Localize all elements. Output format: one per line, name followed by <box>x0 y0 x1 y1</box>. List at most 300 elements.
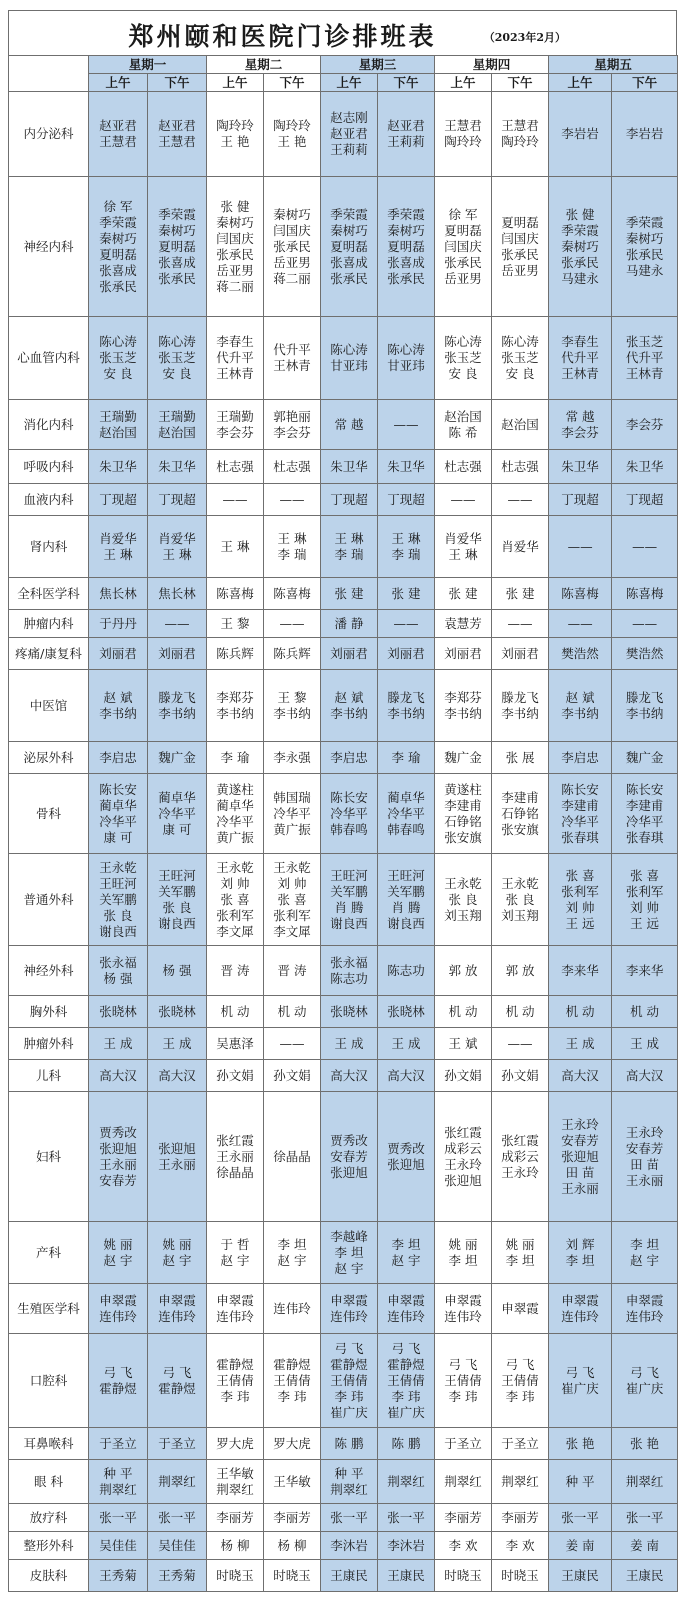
doctor-cell: 王 成 <box>148 1028 207 1060</box>
table-row <box>9 1334 678 1428</box>
doctor-cell: 杜志强 <box>264 450 321 484</box>
doctor-cell: 蔺卓华 冷华平 韩春鸣 <box>378 774 435 854</box>
doctor-cell: 弓 飞 崔广庆 <box>612 1334 678 1428</box>
doctor-cell: 吴佳佳 <box>148 1532 207 1560</box>
doctor-cell: 王康民 <box>612 1560 678 1592</box>
doctor-cell: —— <box>549 516 612 578</box>
doctor-cell: 申翠霞 <box>492 1284 549 1334</box>
page-subtitle: （2023年2月） <box>483 31 566 44</box>
doctor-cell: 高大汉 <box>321 1060 378 1092</box>
doctor-cell: 王永乾 张 良 刘玉翔 <box>435 854 492 946</box>
doctor-cell: 徐 军 季荣霞 秦树巧 夏明磊 张喜成 张承民 <box>89 177 148 317</box>
department-name: 口腔科 <box>9 1334 89 1428</box>
doctor-cell: 郭 放 <box>435 946 492 996</box>
doctor-cell: 季荣霞 秦树巧 张承民 马建永 <box>612 177 678 317</box>
department-name: 骨科 <box>9 774 89 854</box>
period-header-row <box>9 74 678 92</box>
doctor-cell: 刘丽君 <box>89 638 148 670</box>
table-row <box>9 1092 678 1222</box>
title-row <box>8 10 677 55</box>
doctor-cell: 朱卫华 <box>89 450 148 484</box>
doctor-cell: 时晓玉 <box>492 1560 549 1592</box>
table-row <box>9 1060 678 1092</box>
table-row <box>9 1532 678 1560</box>
doctor-cell: 李沐岩 <box>321 1532 378 1560</box>
doctor-cell: 丁现超 <box>612 484 678 516</box>
table-row <box>9 1284 678 1334</box>
doctor-cell: 申翠霞 连伟玲 <box>89 1284 148 1334</box>
doctor-cell: 樊浩然 <box>612 638 678 670</box>
doctor-cell: 陈志功 <box>378 946 435 996</box>
doctor-cell: 王永乾 刘 帅 张 喜 张利军 李文犀 <box>264 854 321 946</box>
period-header: 上午 <box>321 74 378 92</box>
department-name: 肿瘤外科 <box>9 1028 89 1060</box>
doctor-cell: 陶玲玲 王 艳 <box>264 92 321 177</box>
doctor-cell: 机 动 <box>549 996 612 1028</box>
doctor-cell: 王华敏 <box>264 1460 321 1504</box>
table-row <box>9 516 678 578</box>
table-row <box>9 774 678 854</box>
doctor-cell: 张红霞 成彩云 王永玲 <box>492 1092 549 1222</box>
doctor-cell: 王慧君 陶玲玲 <box>435 92 492 177</box>
doctor-cell: 杨 强 <box>148 946 207 996</box>
doctor-cell: 赵亚君 王慧君 <box>89 92 148 177</box>
doctor-cell: 张 艳 <box>549 1428 612 1460</box>
doctor-cell: 陈心涛 张玉芝 安 良 <box>435 317 492 400</box>
doctor-cell: 赵亚君 王慧君 <box>148 92 207 177</box>
doctor-cell: 焦长林 <box>89 578 148 610</box>
doctor-cell: 蔺卓华 冷华平 康 可 <box>148 774 207 854</box>
doctor-cell: 高大汉 <box>89 1060 148 1092</box>
doctor-cell: 赵亚君 王莉莉 <box>378 92 435 177</box>
doctor-cell: 刘丽君 <box>378 638 435 670</box>
doctor-cell: 李丽芳 <box>435 1504 492 1532</box>
doctor-cell: 王 成 <box>549 1028 612 1060</box>
doctor-cell: 姚 丽 李 坦 <box>435 1222 492 1284</box>
doctor-cell: 机 动 <box>612 996 678 1028</box>
doctor-cell: 王 成 <box>89 1028 148 1060</box>
doctor-cell: 刘 辉 李 坦 <box>549 1222 612 1284</box>
doctor-cell: 张 艳 <box>612 1428 678 1460</box>
doctor-cell: 李丽芳 <box>264 1504 321 1532</box>
department-name: 血液内科 <box>9 484 89 516</box>
doctor-cell: 李岩岩 <box>612 92 678 177</box>
doctor-cell: 赵 斌 李书纳 <box>321 670 378 742</box>
period-header: 上午 <box>435 74 492 92</box>
doctor-cell: 张晓林 <box>378 996 435 1028</box>
doctor-cell: 赵治国 陈 希 <box>435 400 492 450</box>
doctor-cell: 刘丽君 <box>148 638 207 670</box>
doctor-cell: 王旺河 关军鹏 肖 腾 谢良西 <box>321 854 378 946</box>
table-row <box>9 450 678 484</box>
doctor-cell: 黄遂柱 李建甫 石铮铭 张安旗 <box>435 774 492 854</box>
doctor-cell: 丁现超 <box>148 484 207 516</box>
doctor-cell: 常 越 <box>321 400 378 450</box>
doctor-cell: 吴惠泽 <box>207 1028 264 1060</box>
doctor-cell: 王 黎 李书纳 <box>264 670 321 742</box>
doctor-cell: 代升平 王林青 <box>264 317 321 400</box>
doctor-cell: 朱卫华 <box>321 450 378 484</box>
doctor-cell: 荆翠红 <box>435 1460 492 1504</box>
doctor-cell: 于圣立 <box>148 1428 207 1460</box>
doctor-cell: 申翠霞 连伟玲 <box>435 1284 492 1334</box>
doctor-cell: 常 越 李会芬 <box>549 400 612 450</box>
doctor-cell: —— <box>378 400 435 450</box>
doctor-cell: 王 成 <box>612 1028 678 1060</box>
doctor-cell: 孙文娟 <box>492 1060 549 1092</box>
department-name: 妇科 <box>9 1092 89 1222</box>
doctor-cell: 于圣立 <box>492 1428 549 1460</box>
table-row <box>9 484 678 516</box>
doctor-cell: —— <box>264 610 321 638</box>
department-name: 疼痛/康复科 <box>9 638 89 670</box>
doctor-cell: 丁现超 <box>321 484 378 516</box>
doctor-cell: 姜 南 <box>549 1532 612 1560</box>
doctor-cell: 滕龙飞 李书纳 <box>492 670 549 742</box>
doctor-cell: 贾秀改 张迎旭 王永丽 安春芳 <box>89 1092 148 1222</box>
doctor-cell: 王旺河 关军鹏 肖 腾 谢良西 <box>378 854 435 946</box>
doctor-cell: 连伟玲 <box>264 1284 321 1334</box>
table-row <box>9 1028 678 1060</box>
doctor-cell: 张一平 <box>321 1504 378 1532</box>
day-header: 星期一 <box>89 56 207 74</box>
doctor-cell: 王瑞勤 赵治国 <box>148 400 207 450</box>
doctor-cell: 杜志强 <box>435 450 492 484</box>
doctor-cell: —— <box>148 610 207 638</box>
doctor-cell: 申翠霞 连伟玲 <box>549 1284 612 1334</box>
doctor-cell: 荆翠红 <box>148 1460 207 1504</box>
doctor-cell: 李 欢 <box>435 1532 492 1560</box>
doctor-cell: 贾秀改 张迎旭 <box>378 1092 435 1222</box>
doctor-cell: 张永福 杨 强 <box>89 946 148 996</box>
doctor-cell: 王永乾 张 良 刘玉翔 <box>492 854 549 946</box>
doctor-cell: 于丹丹 <box>89 610 148 638</box>
doctor-cell: 张晓林 <box>321 996 378 1028</box>
doctor-cell: 郭 放 <box>492 946 549 996</box>
period-header: 上午 <box>549 74 612 92</box>
doctor-cell: 陈喜梅 <box>207 578 264 610</box>
day-header-row <box>9 56 678 74</box>
doctor-cell: —— <box>492 484 549 516</box>
doctor-cell: 陈 鹏 <box>378 1428 435 1460</box>
department-name: 皮肤科 <box>9 1560 89 1592</box>
doctor-cell: 李丽芳 <box>492 1504 549 1532</box>
doctor-cell: 韩国瑞 冷华平 黄广振 <box>264 774 321 854</box>
doctor-cell: 李郑芬 李书纳 <box>435 670 492 742</box>
department-name: 肾内科 <box>9 516 89 578</box>
doctor-cell: 樊浩然 <box>549 638 612 670</box>
day-header: 星期五 <box>549 56 678 74</box>
department-name: 耳鼻喉科 <box>9 1428 89 1460</box>
doctor-cell: 潘 静 <box>321 610 378 638</box>
doctor-cell: 李 坦 赵 宇 <box>612 1222 678 1284</box>
doctor-cell: 李郑芬 李书纳 <box>207 670 264 742</box>
doctor-cell: 弓 飞 霍静煜 <box>148 1334 207 1428</box>
doctor-cell: 杜志强 <box>492 450 549 484</box>
doctor-cell: 赵 斌 李书纳 <box>549 670 612 742</box>
table-row <box>9 610 678 638</box>
doctor-cell: 姚 丽 赵 宇 <box>89 1222 148 1284</box>
doctor-cell: 季荣霞 秦树巧 夏明磊 张喜成 张承民 <box>378 177 435 317</box>
doctor-cell: 张晓林 <box>89 996 148 1028</box>
doctor-cell: 刘丽君 <box>321 638 378 670</box>
period-header: 下午 <box>378 74 435 92</box>
doctor-cell: 李沐岩 <box>378 1532 435 1560</box>
doctor-cell: 肖爱华 王 琳 <box>435 516 492 578</box>
doctor-cell: 刘丽君 <box>492 638 549 670</box>
doctor-cell: 王 黎 <box>207 610 264 638</box>
doctor-cell: 张玉芝 代升平 王林青 <box>612 317 678 400</box>
doctor-cell: 滕龙飞 李书纳 <box>378 670 435 742</box>
doctor-cell: 陶玲玲 王 艳 <box>207 92 264 177</box>
doctor-cell: 肖爱华 <box>492 516 549 578</box>
doctor-cell: 王 成 <box>378 1028 435 1060</box>
table-row <box>9 854 678 946</box>
doctor-cell: 吴佳佳 <box>89 1532 148 1560</box>
doctor-cell: 张永福 陈志功 <box>321 946 378 996</box>
day-header: 星期四 <box>435 56 549 74</box>
doctor-cell: 李春生 代升平 王林青 <box>207 317 264 400</box>
doctor-cell: 刘丽君 <box>435 638 492 670</box>
doctor-cell: 赵治国 <box>492 400 549 450</box>
doctor-cell: 张 喜 张利军 刘 帅 王 远 <box>549 854 612 946</box>
department-name: 全科医学科 <box>9 578 89 610</box>
doctor-cell: 张 建 <box>492 578 549 610</box>
doctor-cell: 晋 涛 <box>264 946 321 996</box>
doctor-cell: 王永乾 王旺河 关军鹏 张 良 谢良西 <box>89 854 148 946</box>
doctor-cell: 李春生 代升平 王林青 <box>549 317 612 400</box>
doctor-cell: 孙文娟 <box>264 1060 321 1092</box>
department-name: 胸外科 <box>9 996 89 1028</box>
doctor-cell: 陈长安 李建甫 冷华平 张春琪 <box>549 774 612 854</box>
doctor-cell: 高大汉 <box>549 1060 612 1092</box>
doctor-cell: 滕龙飞 李书纳 <box>612 670 678 742</box>
doctor-cell: 徐晶晶 <box>264 1092 321 1222</box>
doctor-cell: 时晓玉 <box>435 1560 492 1592</box>
department-name: 泌尿外科 <box>9 742 89 774</box>
doctor-cell: 申翠霞 连伟玲 <box>148 1284 207 1334</box>
department-name: 普通外科 <box>9 854 89 946</box>
doctor-cell: 李丽芳 <box>207 1504 264 1532</box>
doctor-cell: —— <box>207 484 264 516</box>
doctor-cell: 姚 丽 李 坦 <box>492 1222 549 1284</box>
doctor-cell: 王 琳 李 瑞 <box>321 516 378 578</box>
doctor-cell: 霍静煜 王倩倩 李 玮 <box>264 1334 321 1428</box>
doctor-cell: 弓 飞 王倩倩 李 玮 <box>435 1334 492 1428</box>
doctor-cell: 机 动 <box>492 996 549 1028</box>
doctor-cell: 李建甫 石铮铭 张安旗 <box>492 774 549 854</box>
doctor-cell: 李越峰 李 坦 赵 宇 <box>321 1222 378 1284</box>
doctor-cell: 张 建 <box>321 578 378 610</box>
table-row <box>9 1428 678 1460</box>
table-row <box>9 1222 678 1284</box>
doctor-cell: 陈兵辉 <box>207 638 264 670</box>
doctor-cell: 张一平 <box>378 1504 435 1532</box>
doctor-cell: 张一平 <box>89 1504 148 1532</box>
doctor-cell: 朱卫华 <box>378 450 435 484</box>
doctor-cell: 王永玲 安春芳 张迎旭 田 苗 王永丽 <box>549 1092 612 1222</box>
table-row <box>9 742 678 774</box>
department-name: 神经内科 <box>9 177 89 317</box>
period-header: 上午 <box>207 74 264 92</box>
doctor-cell: 霍静煜 王倩倩 李 玮 <box>207 1334 264 1428</box>
doctor-cell: 李 坦 赵 宇 <box>264 1222 321 1284</box>
doctor-cell: 弓 飞 霍静煜 <box>89 1334 148 1428</box>
schedule-document <box>8 10 677 1592</box>
doctor-cell: 荆翠红 <box>612 1460 678 1504</box>
table-row <box>9 578 678 610</box>
table-row <box>9 670 678 742</box>
doctor-cell: 陈喜梅 <box>264 578 321 610</box>
table-row <box>9 177 678 317</box>
doctor-cell: 于圣立 <box>89 1428 148 1460</box>
header-corner <box>9 56 89 92</box>
department-name: 生殖医学科 <box>9 1284 89 1334</box>
doctor-cell: 种 平 荆翠红 <box>321 1460 378 1504</box>
doctor-cell: 陈喜梅 <box>612 578 678 610</box>
doctor-cell: 荆翠红 <box>492 1460 549 1504</box>
doctor-cell: 张 展 <box>492 742 549 774</box>
doctor-cell: 弓 飞 霍静煜 王倩倩 李 玮 崔广庆 <box>378 1334 435 1428</box>
doctor-cell: 申翠霞 连伟玲 <box>207 1284 264 1334</box>
doctor-cell: 张 建 <box>435 578 492 610</box>
doctor-cell: 孙文娟 <box>435 1060 492 1092</box>
table-row <box>9 1504 678 1532</box>
doctor-cell: 种 平 荆翠红 <box>89 1460 148 1504</box>
doctor-cell: 李 瑜 <box>378 742 435 774</box>
doctor-cell: 陈 鹏 <box>321 1428 378 1460</box>
doctor-cell: 肖爱华 王 琳 <box>148 516 207 578</box>
doctor-cell: 王 琳 李 瑞 <box>264 516 321 578</box>
doctor-cell: 丁现超 <box>549 484 612 516</box>
doctor-cell: 秦树巧 闫国庆 张承民 岳亚男 蒋二丽 <box>264 177 321 317</box>
doctor-cell: 申翠霞 连伟玲 <box>612 1284 678 1334</box>
doctor-cell: 陈心涛 张玉芝 安 良 <box>148 317 207 400</box>
department-name: 肿瘤内科 <box>9 610 89 638</box>
doctor-cell: 陈喜梅 <box>549 578 612 610</box>
table-row <box>9 1460 678 1504</box>
doctor-cell: 王慧君 陶玲玲 <box>492 92 549 177</box>
doctor-cell: 弓 飞 霍静煜 王倩倩 李 玮 崔广庆 <box>321 1334 378 1428</box>
department-name: 眼 科 <box>9 1460 89 1504</box>
doctor-cell: 杜志强 <box>207 450 264 484</box>
doctor-cell: 李 瑜 <box>207 742 264 774</box>
doctor-cell: 季荣霞 秦树巧 夏明磊 张喜成 张承民 <box>321 177 378 317</box>
doctor-cell: 张红霞 王永丽 徐晶晶 <box>207 1092 264 1222</box>
doctor-cell: 张迎旭 王永丽 <box>148 1092 207 1222</box>
doctor-cell: 焦长林 <box>148 578 207 610</box>
department-name: 消化内科 <box>9 400 89 450</box>
doctor-cell: 荆翠红 <box>378 1460 435 1504</box>
doctor-cell: 李启忠 <box>549 742 612 774</box>
doctor-cell: —— <box>612 516 678 578</box>
doctor-cell: 赵志刚 赵亚君 王莉莉 <box>321 92 378 177</box>
doctor-cell: —— <box>435 484 492 516</box>
doctor-cell: 夏明磊 闫国庆 张承民 岳亚男 <box>492 177 549 317</box>
doctor-cell: —— <box>264 1028 321 1060</box>
doctor-cell: 陈心涛 张玉芝 安 良 <box>492 317 549 400</box>
doctor-cell: 丁现超 <box>89 484 148 516</box>
doctor-cell: 李 欢 <box>492 1532 549 1560</box>
doctor-cell: 魏广金 <box>148 742 207 774</box>
doctor-cell: 王 斌 <box>435 1028 492 1060</box>
doctor-cell: 于圣立 <box>435 1428 492 1460</box>
doctor-cell: —— <box>612 610 678 638</box>
department-name: 产科 <box>9 1222 89 1284</box>
doctor-cell: 罗大虎 <box>207 1428 264 1460</box>
doctor-cell: 种 平 <box>549 1460 612 1504</box>
doctor-cell: 张 健 季荣霞 秦树巧 张承民 马建永 <box>549 177 612 317</box>
doctor-cell: 滕龙飞 李书纳 <box>148 670 207 742</box>
doctor-cell: 机 动 <box>264 996 321 1028</box>
doctor-cell: 魏广金 <box>435 742 492 774</box>
doctor-cell: 姜 南 <box>612 1532 678 1560</box>
doctor-cell: 机 动 <box>435 996 492 1028</box>
doctor-cell: 高大汉 <box>378 1060 435 1092</box>
period-header: 下午 <box>612 74 678 92</box>
period-header: 下午 <box>264 74 321 92</box>
doctor-cell: 申翠霞 连伟玲 <box>378 1284 435 1334</box>
doctor-cell: 王 琳 李 瑞 <box>378 516 435 578</box>
doctor-cell: 高大汉 <box>612 1060 678 1092</box>
doctor-cell: 晋 涛 <box>207 946 264 996</box>
doctor-cell: 王瑞勤 李会芬 <box>207 400 264 450</box>
doctor-cell: 陈长安 李建甫 冷华平 张春琪 <box>612 774 678 854</box>
doctor-cell: 王康民 <box>378 1560 435 1592</box>
table-row <box>9 946 678 996</box>
doctor-cell: 陈心涛 甘亚玮 <box>378 317 435 400</box>
period-header: 下午 <box>148 74 207 92</box>
page-title: 郑州颐和医院门诊排班表 <box>128 22 437 51</box>
doctor-cell: 李启忠 <box>321 742 378 774</box>
doctor-cell: 赵 斌 李书纳 <box>89 670 148 742</box>
period-header: 下午 <box>492 74 549 92</box>
doctor-cell: 高大汉 <box>148 1060 207 1092</box>
doctor-cell: 张红霞 成彩云 王永玲 张迎旭 <box>435 1092 492 1222</box>
doctor-cell: 杨 柳 <box>207 1532 264 1560</box>
table-row <box>9 92 678 177</box>
schedule-table <box>8 55 678 1592</box>
department-name: 儿科 <box>9 1060 89 1092</box>
doctor-cell: 徐 军 夏明磊 闫国庆 张承民 岳亚男 <box>435 177 492 317</box>
department-name: 内分泌科 <box>9 92 89 177</box>
doctor-cell: 李 坦 赵 宇 <box>378 1222 435 1284</box>
doctor-cell: 朱卫华 <box>612 450 678 484</box>
doctor-cell: 李岩岩 <box>549 92 612 177</box>
department-name: 神经外科 <box>9 946 89 996</box>
doctor-cell: 张一平 <box>148 1504 207 1532</box>
department-name: 中医馆 <box>9 670 89 742</box>
doctor-cell: 张一平 <box>549 1504 612 1532</box>
doctor-cell: 王 成 <box>321 1028 378 1060</box>
doctor-cell: 王永乾 刘 帅 张 喜 张利军 李文犀 <box>207 854 264 946</box>
doctor-cell: 王瑞勤 赵治国 <box>89 400 148 450</box>
period-header: 上午 <box>89 74 148 92</box>
doctor-cell: 陈心涛 甘亚玮 <box>321 317 378 400</box>
doctor-cell: 张晓林 <box>148 996 207 1028</box>
doctor-cell: 张 建 <box>378 578 435 610</box>
doctor-cell: 朱卫华 <box>549 450 612 484</box>
table-row <box>9 1560 678 1592</box>
doctor-cell: 张一平 <box>612 1504 678 1532</box>
doctor-cell: 机 动 <box>207 996 264 1028</box>
doctor-cell: 申翠霞 连伟玲 <box>321 1284 378 1334</box>
doctor-cell: 肖爱华 王 琳 <box>89 516 148 578</box>
doctor-cell: 陈心涛 张玉芝 安 良 <box>89 317 148 400</box>
department-name: 呼吸内科 <box>9 450 89 484</box>
doctor-cell: 郭艳丽 李会芬 <box>264 400 321 450</box>
doctor-cell: 弓 飞 崔广庆 <box>549 1334 612 1428</box>
